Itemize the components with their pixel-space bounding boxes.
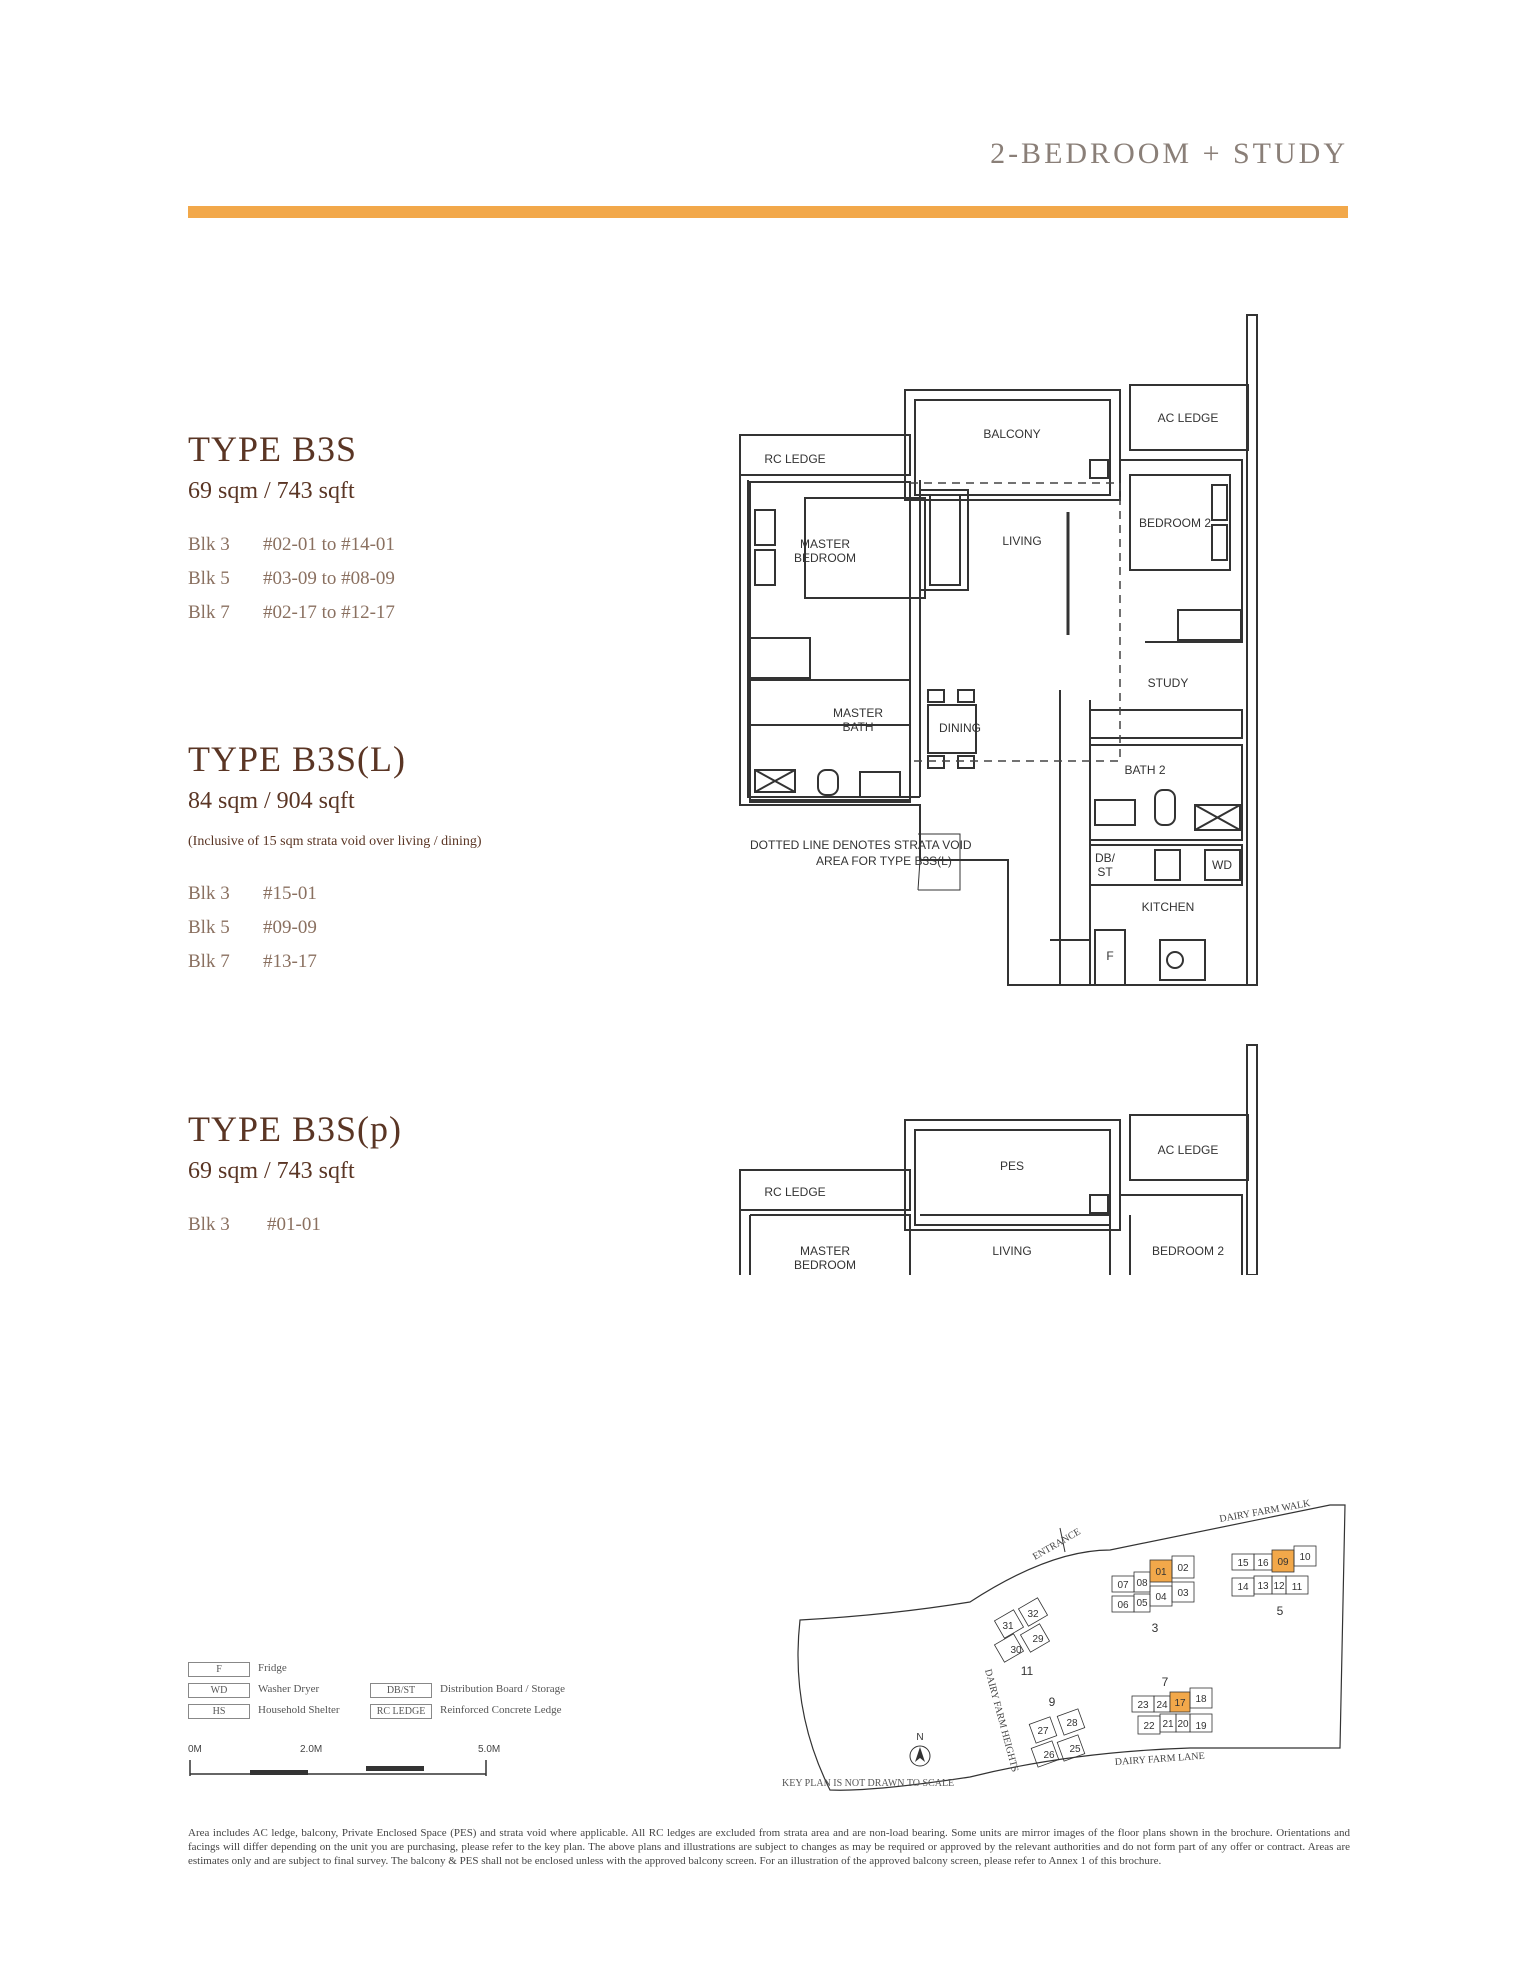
unit-16: 16 bbox=[1257, 1558, 1269, 1569]
plan1-study-label: STUDY bbox=[1147, 676, 1189, 690]
unit-row bbox=[188, 917, 317, 951]
block-3: 3 bbox=[1151, 1621, 1159, 1635]
legend-code: HS bbox=[188, 1704, 250, 1719]
blk-label: Blk 3 bbox=[188, 883, 230, 904]
blk-label: Blk 5 bbox=[188, 568, 230, 589]
keyplan-note: KEY PLAN IS NOT DRAWN TO SCALE bbox=[782, 1778, 955, 1789]
disclaimer: Area includes AC ledge, balcony, Private Enclosed Space (PES) and strata void where applicable. All RC ledges are excluded from strata area and are non-load bearing. Some units are mirror images of the floor plans shown in the brochure. Orientations and facings will differ depending on the unit you are purchasing, please refer to the key plan. The above plans and illustrations are subject to changes as may be required or approved by the relevant authorities and do not form part of any offer or contract. Areas are estimates only and are subject to final survey. The balcony & PES shall not be enclosed unless with the approved balcony screen. For an illustration of the approved balcony screen, please refer to Annex 1 of this brochure. bbox=[188, 1827, 1350, 1867]
plan1-ac-ledge-label: AC LEDGE bbox=[1157, 411, 1219, 425]
plan1-fridge-label: F bbox=[1106, 949, 1114, 963]
unit-row bbox=[188, 534, 395, 568]
unit-23: 23 bbox=[1137, 1700, 1149, 1711]
unit-14: 14 bbox=[1237, 1582, 1249, 1593]
plan1-master-bedroom-label-2: BEDROOM bbox=[793, 551, 857, 565]
unit-28: 28 bbox=[1066, 1718, 1078, 1729]
accent-bar bbox=[188, 206, 1348, 218]
plan1-db-st-label-1: DB/ bbox=[1094, 851, 1116, 865]
plan1-master-bath-label-2: BATH bbox=[842, 720, 874, 734]
north-label: N bbox=[916, 1732, 924, 1743]
unit-22: 22 bbox=[1143, 1721, 1155, 1732]
unit-06: 06 bbox=[1117, 1600, 1129, 1611]
floor-plan-b3s bbox=[600, 300, 1280, 1000]
plan2-rc-ledge-label: RC LEDGE bbox=[764, 1185, 826, 1199]
plan1-rc-ledge-label: RC LEDGE bbox=[764, 452, 826, 466]
scale-label-2: 2.0M bbox=[300, 1744, 323, 1755]
unit-09: 09 bbox=[1277, 1557, 1289, 1568]
unit-19: 19 bbox=[1195, 1721, 1207, 1732]
plan1-wd-label: WD bbox=[1212, 858, 1232, 872]
road-dairy-farm-lane: DAIRY FARM LANE bbox=[1114, 1750, 1206, 1768]
unit-10: 10 bbox=[1299, 1552, 1311, 1563]
legend-label: Fridge bbox=[258, 1662, 287, 1674]
block-11: 11 bbox=[1020, 1664, 1034, 1678]
plan1-dining-label: DINING bbox=[939, 721, 981, 735]
scale-bar bbox=[188, 1758, 488, 1778]
road-dairy-farm-heights: DAIRY FARM HEIGHTS bbox=[982, 1667, 1021, 1774]
unit-27: 27 bbox=[1037, 1726, 1049, 1737]
plan2-master-bedroom-label-2: BEDROOM bbox=[793, 1258, 857, 1272]
unit-range: #15-01 bbox=[263, 883, 317, 904]
unit-29: 29 bbox=[1032, 1634, 1044, 1645]
legend-code: RC LEDGE bbox=[370, 1704, 432, 1719]
unit-range: #02-17 to #12-17 bbox=[263, 602, 395, 623]
plan1-bedroom2-label: BEDROOM 2 bbox=[1138, 516, 1212, 530]
unit-25: 25 bbox=[1069, 1744, 1081, 1755]
unit-range: #09-09 bbox=[263, 917, 317, 938]
unit-21: 21 bbox=[1162, 1719, 1174, 1730]
block-7: 7 bbox=[1161, 1675, 1169, 1689]
unit-32: 32 bbox=[1027, 1609, 1039, 1620]
key-plan bbox=[770, 1490, 1350, 1795]
type-b3sp-title: TYPE B3S(p) bbox=[188, 1109, 403, 1149]
legend-label: Distribution Board / Storage bbox=[440, 1683, 565, 1695]
unit-15: 15 bbox=[1237, 1558, 1249, 1569]
legend-label: Washer Dryer bbox=[258, 1683, 320, 1695]
section-title: 2-BEDROOM + STUDY bbox=[990, 137, 1348, 170]
unit-26: 26 bbox=[1043, 1750, 1055, 1761]
type-b3sp-unit-list bbox=[188, 1214, 321, 1236]
unit-04: 04 bbox=[1155, 1592, 1167, 1603]
type-b3sp-area: 69 sqm / 743 sqft bbox=[188, 1158, 355, 1184]
legend-code: DB/ST bbox=[370, 1683, 432, 1698]
unit-30: 30 bbox=[1010, 1645, 1022, 1656]
blk-label: Blk 3 bbox=[188, 1214, 230, 1235]
unit-05: 05 bbox=[1136, 1598, 1148, 1609]
unit-range: #13-17 bbox=[263, 951, 317, 972]
plan2-living-label: LIVING bbox=[992, 1244, 1032, 1258]
blk-label: Blk 3 bbox=[188, 534, 230, 555]
plan1-master-bedroom-label-1: MASTER bbox=[799, 537, 851, 551]
void-note-line-2: AREA FOR TYPE B3S(L) bbox=[816, 854, 952, 868]
void-note-line-1: DOTTED LINE DENOTES STRATA VOID bbox=[750, 838, 972, 852]
unit-12: 12 bbox=[1273, 1581, 1285, 1592]
plan2-bedroom2-label: BEDROOM 2 bbox=[1151, 1244, 1225, 1258]
legend-code: WD bbox=[188, 1683, 250, 1698]
unit-03: 03 bbox=[1177, 1588, 1189, 1599]
type-b3sl-title: TYPE B3S(L) bbox=[188, 739, 406, 779]
unit-row bbox=[188, 883, 317, 917]
unit-11: 11 bbox=[1291, 1582, 1303, 1593]
unit-01: 01 bbox=[1155, 1567, 1167, 1578]
plan1-master-bath-label-1: MASTER bbox=[832, 706, 884, 720]
plan2-pes-label: PES bbox=[999, 1159, 1025, 1173]
plan1-living-label: LIVING bbox=[1002, 534, 1042, 548]
blk-label: Blk 7 bbox=[188, 951, 230, 972]
plan1-balcony-label: BALCONY bbox=[983, 427, 1041, 441]
unit-31: 31 bbox=[1002, 1621, 1014, 1632]
unit-row bbox=[188, 568, 395, 602]
north-arrow-icon bbox=[910, 1732, 930, 1766]
scale-label-0: 0M bbox=[188, 1744, 202, 1755]
plan2-ac-ledge-label: AC LEDGE bbox=[1157, 1143, 1219, 1157]
unit-02: 02 bbox=[1177, 1563, 1189, 1574]
block-9: 9 bbox=[1048, 1695, 1056, 1709]
blk-label: Blk 7 bbox=[188, 602, 230, 623]
unit-range: #02-01 to #14-01 bbox=[263, 534, 395, 555]
unit-row bbox=[188, 602, 395, 636]
scale-label-5: 5.0M bbox=[478, 1744, 501, 1755]
type-b3s-unit-list bbox=[188, 534, 395, 636]
block-5: 5 bbox=[1276, 1604, 1284, 1618]
plan2-master-bedroom-label-1: MASTER bbox=[799, 1244, 851, 1258]
plan1-kitchen-label: KITCHEN bbox=[1141, 900, 1195, 914]
legend-code: F bbox=[188, 1662, 250, 1677]
floor-plan-b3sp bbox=[600, 1030, 1280, 1275]
type-b3sl-note: (Inclusive of 15 sqm strata void over living / dining) bbox=[188, 834, 482, 849]
unit-range: #01-01 bbox=[267, 1214, 321, 1235]
plan1-bath2-label: BATH 2 bbox=[1124, 763, 1166, 777]
road-dairy-farm-walk: DAIRY FARM WALK bbox=[1218, 1498, 1312, 1525]
unit-row bbox=[188, 951, 317, 985]
legend-label: Reinforced Concrete Ledge bbox=[440, 1704, 562, 1716]
unit-07: 07 bbox=[1117, 1580, 1129, 1591]
plan1-db-st-label-2: ST bbox=[1097, 865, 1113, 879]
type-b3s-title: TYPE B3S bbox=[188, 429, 358, 469]
type-b3sl-area: 84 sqm / 904 sqft bbox=[188, 788, 355, 814]
unit-18: 18 bbox=[1195, 1694, 1207, 1705]
type-b3sl-unit-list bbox=[188, 883, 317, 985]
unit-24: 24 bbox=[1156, 1700, 1168, 1711]
road-entrance: ENTRANCE bbox=[1031, 1526, 1083, 1563]
unit-row bbox=[188, 1214, 321, 1236]
legend-label: Household Shelter bbox=[258, 1704, 340, 1716]
unit-08: 08 bbox=[1136, 1578, 1148, 1589]
unit-17: 17 bbox=[1174, 1698, 1186, 1709]
unit-13: 13 bbox=[1257, 1581, 1269, 1592]
blk-label: Blk 5 bbox=[188, 917, 230, 938]
unit-range: #03-09 to #08-09 bbox=[263, 568, 395, 589]
unit-20: 20 bbox=[1177, 1719, 1189, 1730]
type-b3s-area: 69 sqm / 743 sqft bbox=[188, 478, 355, 504]
